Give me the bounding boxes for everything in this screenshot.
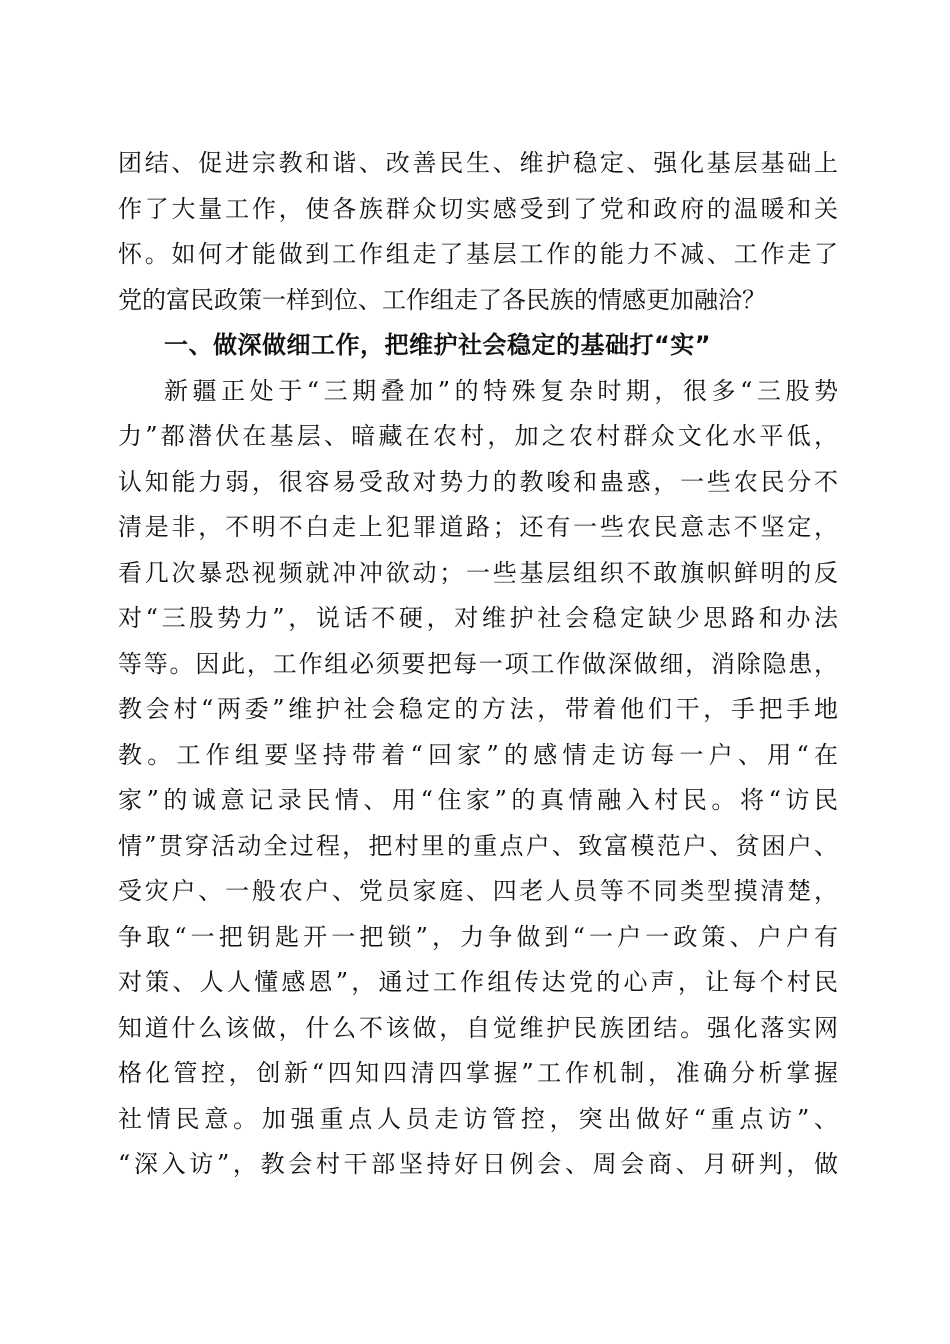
text-line: 对策、人人懂感恩”，通过工作组传达党的心声，让每个村民 — [118, 968, 838, 996]
text-line: 争取“一把钥匙开一把锁”，力争做到“一户一政策、户户有 — [118, 922, 838, 951]
text-line: 党的富民政策一样到位、工作组走了各民族的情感更加融洽？ — [118, 285, 766, 314]
text-line: 怀。如何才能做到工作组走了基层工作的能力不减、工作走了 — [118, 240, 838, 268]
text-line: 受灾户、一般农户、党员家庭、四老人员等不同类型摸清楚， — [118, 877, 838, 905]
text-line: 看几次暴恐视频就冲冲欲动；一些基层组织不敢旗帜鲜明的反 — [118, 558, 838, 587]
text-line: 教会村“两委”维护社会稳定的方法，带着他们干，手把手地 — [118, 695, 838, 723]
text-line: 力”都潜伏在基层、暗藏在农村，加之农村群众文化水平低， — [118, 422, 838, 450]
text-line: 格化管控，创新“四知四清四掌握”工作机制，准确分析掌握 — [118, 1059, 838, 1087]
document-body — [118, 141, 838, 1188]
paragraph-2 — [118, 369, 838, 1188]
text-line: 认知能力弱，很容易受敌对势力的教唆和蛊惑，一些农民分不 — [118, 467, 838, 496]
text-line: 教。工作组要坚持带着“回家”的感情走访每一户、用“在 — [118, 740, 838, 769]
text-line: 知道什么该做，什么不该做，自觉维护民族团结。强化落实网 — [118, 1013, 838, 1042]
text-line: 情”贯穿活动全过程，把村里的重点户、致富模范户、贫困户、 — [118, 831, 838, 860]
text-line: 团结、促进宗教和谐、改善民生、维护稳定、强化基层基础上 — [118, 149, 838, 177]
text-line: 新疆正处于“三期叠加”的特殊复杂时期，很多“三股势 — [164, 376, 838, 405]
text-line: 清是非，不明不白走上犯罪道路；还有一些农民意志不坚定， — [118, 513, 838, 541]
section-heading: 一、做深做细工作，把维护社会稳定的基础打“实” — [164, 331, 712, 359]
text-line: 作了大量工作，使各族群众切实感受到了党和政府的温暖和关 — [118, 194, 838, 223]
text-line: 对“三股势力”，说话不硬，对维护社会稳定缺少思路和办法 — [118, 604, 838, 632]
text-line: “深入访”，教会村干部坚持好日例会、周会商、月研判，做 — [118, 1150, 838, 1178]
paragraph-1 — [118, 141, 838, 323]
text-line: 社情民意。加强重点人员走访管控，突出做好“重点访”、 — [118, 1104, 838, 1133]
text-line: 家”的诚意记录民情、用“住家”的真情融入村民。将“访民 — [118, 786, 838, 814]
text-line: 等等。因此，工作组必须要把每一项工作做深做细，消除隐患， — [118, 649, 838, 678]
